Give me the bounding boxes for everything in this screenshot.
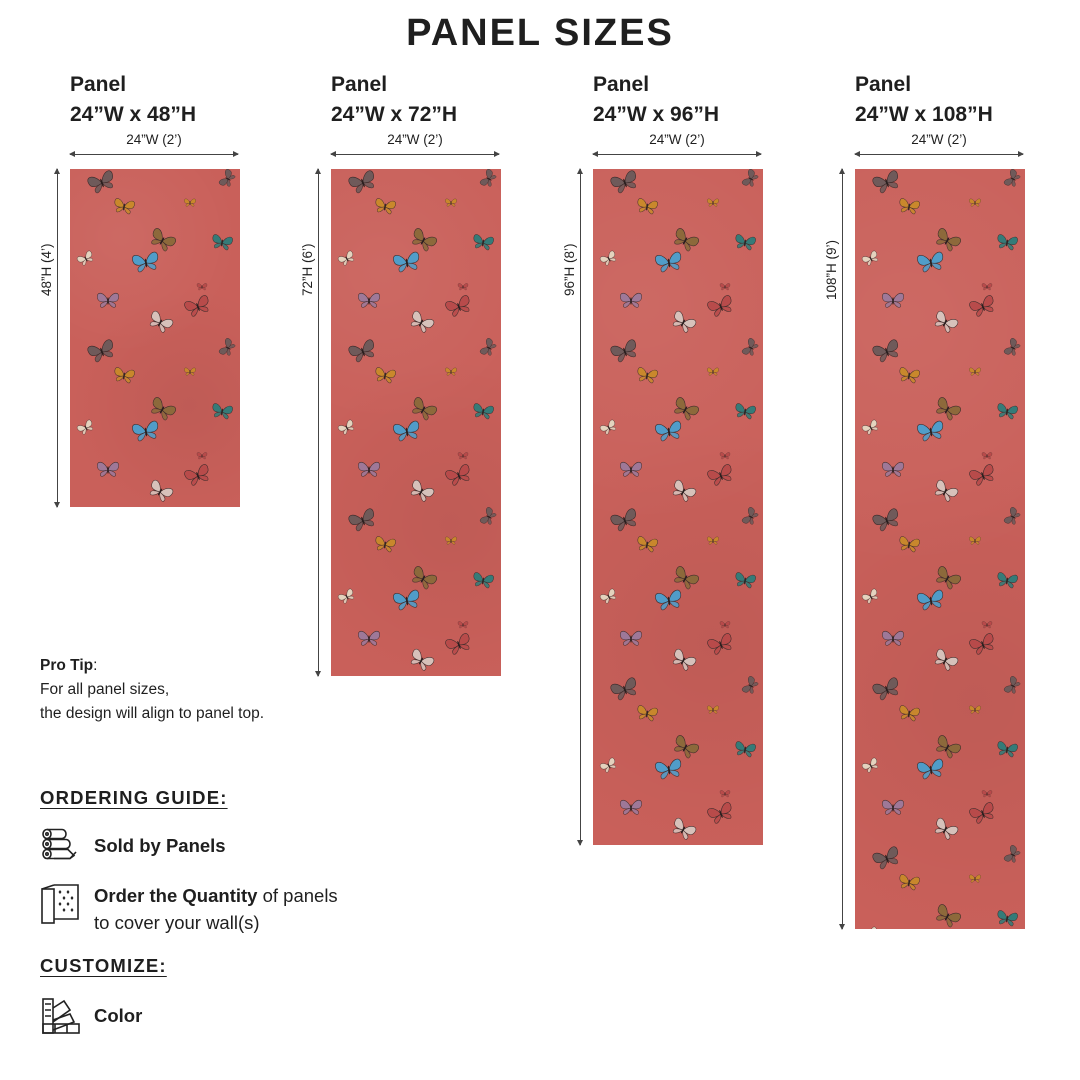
panel-label-size: 24”W x 72”H [331,103,458,126]
butterfly-icon [636,536,658,553]
butterfly-icon [655,759,683,780]
butterfly-icon [741,337,759,357]
panel-column-96 [562,0,720,296]
butterfly-icon [670,648,697,673]
order-quantity-item [40,883,338,936]
butterfly-icon [408,648,435,673]
panel-label-line1: Panel [70,73,127,96]
butterfly-icon [969,464,997,487]
butterfly-pattern [593,169,763,845]
butterfly-icon [1003,169,1021,189]
height-dimension-label: 72”H (6’) [300,243,315,296]
butterfly-icon [707,537,718,545]
butterfly-icon [882,800,903,814]
height-dimension-arrow [580,169,581,845]
width-dimension-arrow [855,154,1023,155]
butterfly-icon [479,337,497,357]
butterfly-icon [670,479,697,504]
butterfly-icon [148,227,177,253]
butterfly-icon [933,903,962,929]
butterfly-icon [409,396,438,422]
butterfly-icon [218,337,236,357]
panel-column-72 [300,0,458,296]
butterfly-icon [933,565,962,591]
butterfly-icon [707,706,718,714]
butterfly-icon [882,462,903,476]
butterfly-icon [620,293,641,307]
butterfly-pattern [70,169,240,507]
butterfly-icon [720,283,730,290]
butterfly-icon [479,169,497,189]
butterfly-icon [872,846,902,871]
panel-label-line1: Panel [593,73,650,96]
order-quantity-text: Order the Quantity of panels to cover your wall(s) [94,885,338,933]
butterfly-icon [1003,844,1021,864]
butterfly-icon [720,452,730,459]
height-dimension-arrow [842,169,843,929]
butterfly-icon [408,479,435,504]
butterfly-icon [872,677,902,702]
butterfly-icon [211,234,233,251]
butterfly-icon [348,508,378,533]
panel-label-line1: Panel [855,73,912,96]
butterfly-icon [408,310,435,335]
butterfly-icon [409,565,438,591]
butterfly-icon [969,537,980,545]
butterfly-icon [113,198,135,215]
butterfly-icon [933,227,962,253]
panel-label-size: 24”W x 48”H [70,103,197,126]
butterfly-icon [148,396,177,422]
butterfly-icon [76,250,95,267]
butterfly-icon [734,572,756,589]
butterfly-icon [445,633,473,656]
pro-tip-line1: For all panel sizes, [40,681,170,698]
butterfly-icon [472,234,494,251]
butterfly-icon [620,800,641,814]
butterfly-icon [147,479,174,504]
width-dimension-label: 24”W (2’) [649,132,705,147]
butterfly-icon [898,536,920,553]
butterfly-icon [113,367,135,384]
butterfly-icon [720,621,730,628]
panel-label [70,70,300,130]
pro-tip-label: Pro Tip [40,657,94,674]
panel-label-line1: Panel [331,73,388,96]
butterfly-icon [132,421,160,442]
butterfly-icon [720,790,730,797]
butterfly-icon [982,790,992,797]
butterfly-icon [861,926,880,929]
butterfly-icon [620,462,641,476]
butterfly-icon [337,588,356,605]
width-dimension-arrow [70,154,238,155]
butterfly-icon [996,741,1018,758]
butterfly-icon [969,633,997,656]
butterfly-icon [741,169,759,189]
panel-label [331,70,561,130]
butterfly-icon [184,295,212,318]
butterfly-icon [671,734,700,760]
butterfly-icon [147,310,174,335]
butterfly-icon [671,565,700,591]
butterfly-icon [917,421,945,442]
butterfly-icon [197,283,207,290]
height-dimension-label: 108”H (9’) [824,239,839,300]
butterfly-icon [197,452,207,459]
butterfly-icon [445,368,456,376]
ordering-guide-title: ORDERING GUIDE: [40,787,228,808]
butterfly-icon [636,198,658,215]
panel-label [593,70,823,130]
butterfly-icon [969,802,997,825]
butterfly-icon [969,706,980,714]
butterfly-icon [707,464,735,487]
butterfly-icon [861,588,880,605]
height-dimension-label: 48”H (4’) [39,243,54,296]
butterfly-icon [933,396,962,422]
butterfly-icon [374,536,396,553]
butterfly-icon [97,293,118,307]
butterfly-icon [458,621,468,628]
butterfly-icon [655,421,683,442]
butterfly-icon [337,419,356,436]
butterfly-icon [1003,506,1021,526]
butterfly-icon [479,506,497,526]
butterfly-icon [620,631,641,645]
panel-label-size: 24”W x 96”H [593,103,720,126]
butterfly-icon [409,227,438,253]
panel-column-48 [39,0,197,296]
butterfly-icon [996,910,1018,927]
butterfly-icon [348,339,378,364]
butterfly-icon [87,339,117,364]
butterfly-icon [76,419,95,436]
butterfly-icon [472,403,494,420]
pro-tip-colon: : [93,657,98,674]
butterfly-icon [872,508,902,533]
butterfly-icon [707,633,735,656]
butterfly-pattern [855,169,1025,929]
butterfly-icon [933,734,962,760]
butterfly-icon [917,759,945,780]
panel-label [855,70,1080,130]
sold-by-panels-text: Sold by Panels [94,835,226,856]
butterfly-icon [671,396,700,422]
butterfly-icon [861,419,880,436]
height-dimension-arrow [57,169,58,507]
butterfly-icon [599,757,618,774]
butterfly-icon [917,590,945,611]
butterfly-icon [610,508,640,533]
panel-preview-48 [70,169,240,507]
butterfly-icon [393,590,421,611]
panel-preview-108 [855,169,1025,929]
butterfly-icon [872,339,902,364]
customize-title: CUSTOMIZE: [40,955,167,976]
butterfly-icon [741,675,759,695]
pro-tip [40,654,264,726]
butterfly-icon [218,169,236,189]
page-title: PANEL SIZES [406,12,674,54]
panel-column-108 [824,0,993,300]
butterfly-icon [458,452,468,459]
butterfly-icon [1003,675,1021,695]
butterfly-icon [655,252,683,273]
butterfly-icon [358,293,379,307]
butterfly-icon [996,572,1018,589]
butterfly-icon [898,874,920,891]
butterfly-icon [445,199,456,207]
butterfly-icon [374,367,396,384]
butterfly-icon [393,252,421,273]
pro-tip-line2: the design will align to panel top. [40,705,265,722]
butterfly-icon [393,421,421,442]
butterfly-icon [996,403,1018,420]
butterfly-icon [358,462,379,476]
panel-pattern-icon [40,883,80,925]
butterfly-icon [97,462,118,476]
butterfly-icon [636,705,658,722]
sold-by-panels-item [40,826,226,868]
butterfly-icon [636,367,658,384]
butterfly-icon [898,367,920,384]
height-dimension-arrow [318,169,319,676]
butterfly-pattern [331,169,501,676]
width-dimension-label: 24”W (2’) [126,132,182,147]
butterfly-icon [445,295,473,318]
butterfly-icon [337,250,356,267]
butterfly-icon [707,295,735,318]
butterfly-icon [445,537,456,545]
butterfly-icon [671,227,700,253]
butterfly-icon [872,170,902,195]
butterfly-icon [184,464,212,487]
butterfly-icon [861,757,880,774]
butterfly-icon [670,310,697,335]
butterfly-icon [982,621,992,628]
butterfly-icon [374,198,396,215]
butterfly-icon [932,817,959,842]
butterfly-icon [132,252,160,273]
butterfly-icon [184,368,195,376]
rolls-icon [40,826,80,868]
butterfly-icon [670,817,697,842]
butterfly-icon [707,368,718,376]
butterfly-icon [898,198,920,215]
butterfly-icon [707,802,735,825]
butterfly-icon [917,252,945,273]
butterfly-icon [734,403,756,420]
butterfly-icon [932,479,959,504]
butterfly-icon [472,572,494,589]
width-dimension-arrow [593,154,761,155]
butterfly-icon [969,368,980,376]
butterfly-icon [184,199,195,207]
butterfly-icon [932,648,959,673]
butterfly-icon [87,170,117,195]
butterfly-icon [882,293,903,307]
butterfly-icon [599,419,618,436]
butterfly-icon [982,452,992,459]
butterfly-icon [599,250,618,267]
butterfly-icon [348,170,378,195]
butterfly-icon [861,250,880,267]
butterfly-icon [610,677,640,702]
width-dimension-label: 24”W (2’) [387,132,443,147]
butterfly-icon [741,506,759,526]
butterfly-icon [1003,337,1021,357]
butterfly-icon [996,234,1018,251]
butterfly-icon [882,631,903,645]
butterfly-icon [734,741,756,758]
butterfly-icon [211,403,233,420]
height-dimension-label: 96”H (8’) [562,243,577,296]
butterfly-icon [458,283,468,290]
butterfly-icon [932,310,959,335]
panel-label-size: 24”W x 108”H [855,103,993,126]
butterfly-icon [655,590,683,611]
butterfly-icon [969,199,980,207]
width-dimension-label: 24”W (2’) [911,132,967,147]
butterfly-icon [358,631,379,645]
width-dimension-arrow [331,154,499,155]
butterfly-icon [707,199,718,207]
butterfly-icon [599,588,618,605]
butterfly-icon [898,705,920,722]
customize-color-text: Color [94,1005,143,1026]
butterfly-icon [610,170,640,195]
butterfly-icon [982,283,992,290]
butterfly-icon [969,875,980,883]
swatch-icon [40,996,80,1038]
butterfly-icon [445,464,473,487]
butterfly-icon [969,295,997,318]
panel-preview-96 [593,169,763,845]
butterfly-icon [610,339,640,364]
customize-color-item [40,996,142,1038]
panel-preview-72 [331,169,501,676]
butterfly-icon [734,234,756,251]
